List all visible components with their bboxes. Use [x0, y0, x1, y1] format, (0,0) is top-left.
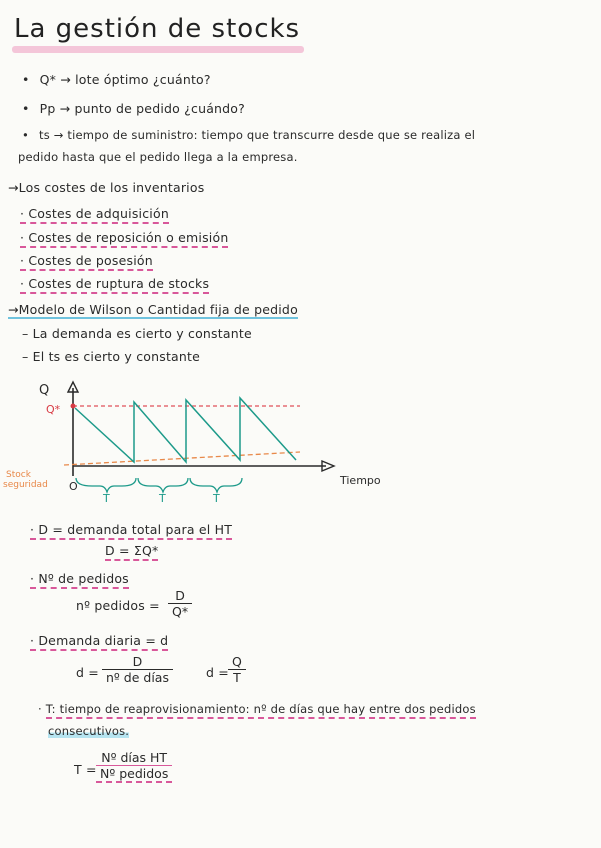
orders-lhs: nº pedidos =: [76, 598, 160, 613]
bullet-tiempo-suministro-cont: pedido hasta que el pedido llega a la empresa.: [18, 150, 298, 164]
period-label-3: T: [213, 492, 220, 505]
period-label-2: T: [159, 492, 166, 505]
period-label-1: T: [103, 492, 110, 505]
q-star-label: Q*: [46, 403, 61, 416]
inventory-sawtooth-line: [75, 398, 296, 462]
page-title: La gestión de stocks: [14, 14, 301, 44]
model-heading: →Modelo de Wilson o Cantidad fija de pedido: [8, 302, 298, 317]
demand-equation: D = ΣQ*: [105, 543, 158, 561]
reorder-time-definition-text: T: tiempo de reaprovisionamiento: nº de días que hay entre dos pedidos: [46, 702, 476, 719]
origin-label: O: [69, 480, 78, 493]
cost-item-posesion: · Costes de posesión: [20, 253, 153, 271]
bullet-punto-pedido: • Pp → punto de pedido ¿cuándo?: [22, 101, 245, 116]
daily-demand-definition-text: Demanda diaria = d: [38, 633, 169, 648]
daily-demand-lhs: d =: [76, 665, 99, 680]
safety-stock-label-1: Stock: [6, 470, 31, 480]
cost-item-ruptura: · Costes de ruptura de stocks: [20, 276, 209, 294]
cost-label: Costes de adquisición: [28, 206, 169, 221]
demand-definition-text: D = demanda total para el HT: [38, 522, 233, 537]
bullet-lote-optimo: • Q* → lote óptimo ¿cuánto?: [22, 72, 211, 87]
period-brace-2: [138, 478, 188, 492]
fraction-denominator: Q*: [172, 604, 189, 619]
fraction-numerator: D: [168, 588, 192, 604]
fraction-denominator: nº de días: [106, 670, 169, 685]
daily-demand-definition: · Demanda diaria = d: [30, 633, 168, 651]
y-axis-label: Q: [39, 383, 50, 398]
reorder-time-definition: · T: tiempo de reaprovisionamiento: nº de días que hay entre dos pedidos: [38, 702, 476, 716]
fraction-denominator: Nº pedidos: [96, 766, 172, 783]
period-brace-1: [76, 478, 136, 492]
bullet-tiempo-suministro: • ts → tiempo de suministro: tiempo que transcurre desde que se realiza el: [22, 128, 475, 142]
orders-fraction: [168, 588, 192, 619]
fraction-numerator: D: [102, 654, 173, 670]
safety-stock-label-2: seguridad: [3, 480, 48, 490]
x-axis-label: Tiempo: [340, 474, 381, 487]
reorder-time-fraction: [96, 750, 172, 783]
daily-demand-alt-lhs: d =: [206, 665, 229, 680]
model-point-demanda: – La demanda es cierto y constante: [22, 326, 252, 341]
fraction-numerator: Q: [228, 654, 246, 670]
daily-demand-alt-fraction: [228, 654, 246, 685]
cost-label: Costes de ruptura de stocks: [28, 276, 210, 291]
model-point-ts: – El ts es cierto y constante: [22, 349, 201, 364]
fraction-numerator: Nº días HT: [96, 750, 172, 766]
daily-demand-fraction: [102, 654, 173, 685]
fraction-denominator: T: [233, 670, 241, 685]
demand-definition: · D = demanda total para el HT: [30, 522, 232, 540]
orders-definition-text: Nº de pedidos: [38, 571, 129, 586]
cost-item-adquisicion: · Costes de adquisición: [20, 206, 169, 224]
cost-item-reposicion: · Costes de reposición o emisión: [20, 230, 228, 248]
reorder-time-lhs: T =: [74, 762, 97, 777]
cost-label: Costes de posesión: [28, 253, 153, 268]
costs-heading: →Los costes de los inventarios: [8, 180, 205, 195]
q-star-dot: [71, 404, 76, 409]
reorder-time-definition-cont: consecutivos.: [48, 724, 130, 738]
cost-label: Costes de reposición o emisión: [28, 230, 229, 245]
period-brace-3: [190, 478, 242, 492]
orders-definition: · Nº de pedidos: [30, 571, 129, 589]
